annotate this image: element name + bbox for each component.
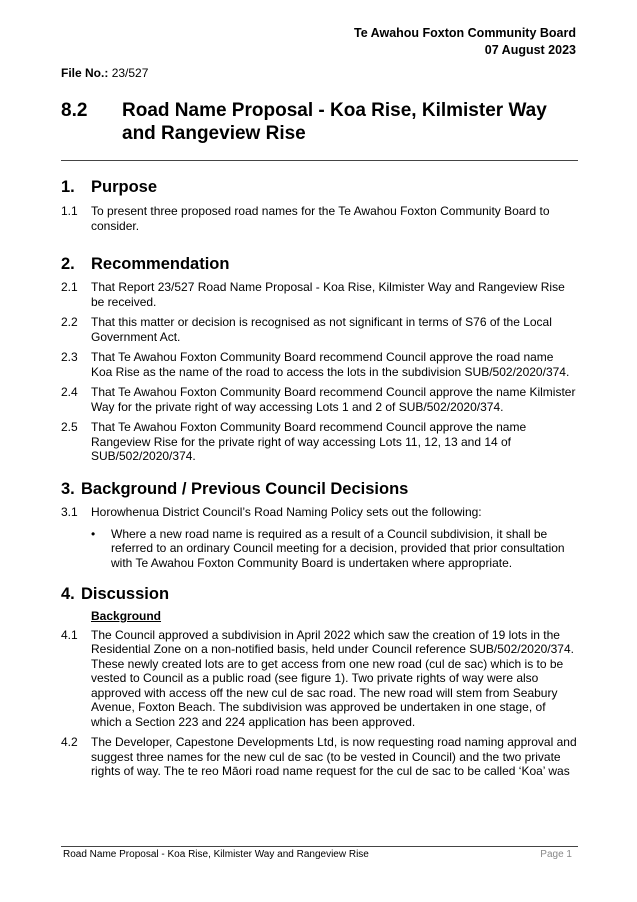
- section-heading: [61, 482, 578, 502]
- paragraph: [61, 420, 578, 464]
- bullet-icon: •: [91, 526, 96, 541]
- section-recommendation: [61, 257, 578, 464]
- paragraph: [61, 315, 578, 344]
- section-number: 3.: [61, 480, 75, 498]
- section-title: Recommendation: [91, 255, 230, 273]
- paragraph-number: 2.2: [61, 315, 78, 329]
- section-heading: [61, 180, 578, 200]
- section-discussion: [61, 587, 578, 779]
- paragraph-number: 2.1: [61, 280, 78, 294]
- paragraph-number: 4.1: [61, 627, 78, 642]
- section-heading: [61, 257, 578, 277]
- paragraph: [61, 628, 578, 730]
- paragraph-number: 2.5: [61, 420, 78, 434]
- title-divider: [61, 160, 578, 161]
- paragraph-text: That this matter or decision is recognised as not significant in terms of S76 of the Local Government Act.: [91, 315, 552, 344]
- page-footer: [61, 846, 578, 863]
- footer-title: Road Name Proposal - Koa Rise, Kilmister Way and Rangeview Rise: [63, 849, 369, 860]
- section-heading: [61, 587, 578, 607]
- section-purpose: [61, 180, 578, 233]
- paragraph-text: That Te Awahou Foxton Community Board recommend Council approve the name Rangeview Rise for the private right of way accessing Lots 11, 12, 13 and 14 of SUB/502/2020/374.: [91, 420, 527, 463]
- paragraph-text: Horowhenua District Council’s Road Naming Policy sets out the following:: [91, 505, 482, 519]
- paragraph: [61, 735, 578, 779]
- section-number: 1.: [61, 178, 75, 196]
- section-title: Purpose: [91, 178, 158, 196]
- meeting-date: 07 August 2023: [484, 43, 576, 57]
- paragraph-text: To present three proposed road names for the Te Awahou Foxton Community Board to consider.: [91, 204, 550, 233]
- paragraph-number: 4.2: [61, 735, 78, 749]
- paragraph: [61, 505, 578, 520]
- section-number: 4.: [61, 585, 75, 603]
- bullet-item: [61, 527, 578, 571]
- paragraph-text: That Report 23/527 Road Name Proposal - Koa Rise, Kilmister Way and Rangeview Rise be received.: [91, 280, 565, 309]
- paragraph: [61, 280, 578, 309]
- page-number: Page 1: [540, 849, 572, 860]
- paragraph: [61, 350, 578, 379]
- paragraph-number: 3.1: [61, 505, 78, 519]
- file-number-value: 23/527: [111, 66, 149, 80]
- subheading: Background: [91, 609, 162, 623]
- paragraph-text: The Council approved a subdivision in April 2022 which saw the creation of 19 lots in the Residential Zone on a non-notified basis, held under Council reference SUB/502/2020/374. These newly created lots are to get access from one new road (cul de sac) which is to be vested to Council as a public road (see figure 1). Two private rights of way were also approved with access off the new cul de sac road. The new road will stem from Seabury Avenue, Foxton Beach. The subdivision was approved be undertaken in one stage, of which a Section 223 and 224 application has been approved.: [91, 627, 574, 729]
- page-header: [354, 25, 576, 59]
- bullet-text: Where a new road name is required as a result of a Council subdivision, it shall be referred to an ordinary Council meeting for a decision, provided that prior consultation with Te Awahou Foxton Community Board is undertaken where appropriate.: [111, 526, 565, 570]
- paragraph-text: That Te Awahou Foxton Community Board recommend Council approve the road name Koa Rise as the name of the road to access the lots in the subdivision SUB/502/2020/374.: [91, 350, 570, 379]
- paragraph: [61, 204, 578, 233]
- section-title: Discussion: [81, 585, 170, 603]
- paragraph-number: 2.3: [61, 350, 78, 364]
- file-number: [61, 66, 148, 80]
- paragraph-text: That Te Awahou Foxton Community Board recommend Council approve the name Kilmister Way for the private right of way accessing Lots 1 and 2 of SUB/502/2020/374.: [91, 385, 576, 414]
- section-background: [61, 482, 578, 570]
- report-number: 8.2: [61, 100, 88, 121]
- paragraph: [61, 385, 578, 414]
- file-number-label: File No.:: [61, 66, 109, 80]
- paragraph-text: The Developer, Capestone Developments Ltd, is now requesting road naming approval and suggest three names for the new cul de sac (to be vested in Council) and the two private rights of way. The te reo Māori road name request for the cul de sac to be called ‘Koa’ was: [91, 735, 577, 778]
- paragraph-number: 2.4: [61, 385, 78, 399]
- section-number: 2.: [61, 255, 75, 273]
- section-title: Background / Previous Council Decisions: [81, 480, 409, 498]
- board-name: Te Awahou Foxton Community Board: [354, 26, 576, 40]
- report-title-text: Road Name Proposal - Koa Rise, Kilmister Way and Rangeview Rise: [122, 100, 547, 144]
- paragraph-number: 1.1: [61, 204, 78, 218]
